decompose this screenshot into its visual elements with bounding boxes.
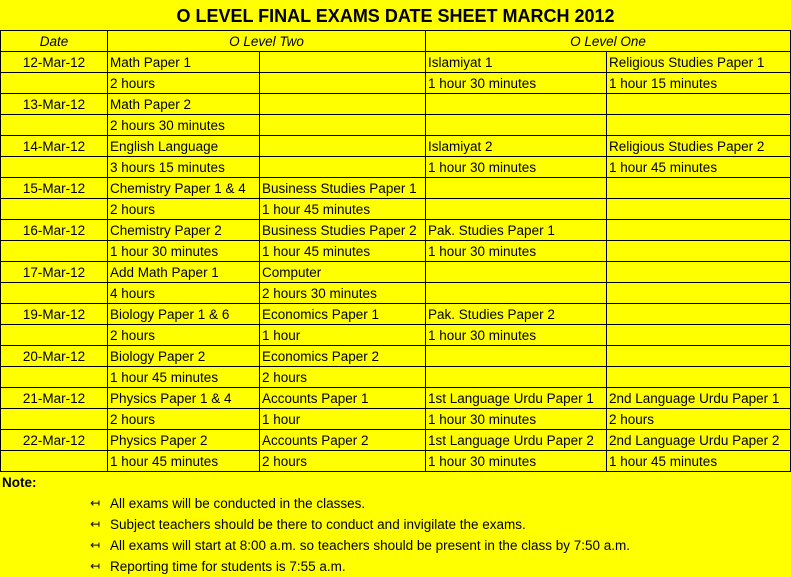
bullet-arrow-icon: ↤ (90, 496, 101, 510)
subject-cell (260, 94, 426, 115)
subject-cell (607, 346, 791, 367)
subject-cell: 1st Language Urdu Paper 2 (426, 430, 607, 451)
subject-cell (607, 94, 791, 115)
header-o-level-one: O Level One (426, 31, 791, 52)
duration-cell: 1 hour 45 minutes (108, 367, 260, 388)
table-row (1, 367, 791, 388)
subject-cell (260, 136, 426, 157)
table-row (1, 178, 791, 199)
duration-cell (426, 115, 607, 136)
duration-cell (607, 367, 791, 388)
duration-cell (426, 199, 607, 220)
exam-date: 15-Mar-12 (1, 178, 108, 199)
date-spacer (1, 73, 108, 94)
date-spacer (1, 409, 108, 430)
exam-schedule-table (0, 30, 791, 472)
subject-cell (426, 94, 607, 115)
note-item (0, 493, 791, 514)
exam-date: 20-Mar-12 (1, 346, 108, 367)
subject-cell: Add Math Paper 1 (108, 262, 260, 283)
subject-cell: Business Studies Paper 1 (260, 178, 426, 199)
duration-cell: 1 hour 45 minutes (260, 199, 426, 220)
schedule-body (1, 52, 791, 472)
duration-cell (426, 367, 607, 388)
duration-cell (607, 241, 791, 262)
date-spacer (1, 283, 108, 304)
table-row (1, 304, 791, 325)
duration-cell: 1 hour 30 minutes (426, 451, 607, 472)
subject-cell: Religious Studies Paper 1 (607, 52, 791, 73)
duration-cell: 1 hour 30 minutes (426, 157, 607, 178)
duration-cell: 2 hours 30 minutes (260, 283, 426, 304)
duration-cell (260, 157, 426, 178)
duration-cell (607, 115, 791, 136)
date-spacer (1, 325, 108, 346)
date-spacer (1, 115, 108, 136)
duration-cell: 1 hour 30 minutes (426, 241, 607, 262)
duration-cell: 2 hours (108, 325, 260, 346)
duration-cell: 1 hour 45 minutes (607, 451, 791, 472)
duration-cell: 3 hours 15 minutes (108, 157, 260, 178)
sheet-title: O LEVEL FINAL EXAMS DATE SHEET MARCH 2012 (176, 6, 615, 26)
subject-cell: Chemistry Paper 2 (108, 220, 260, 241)
exam-date: 14-Mar-12 (1, 136, 108, 157)
table-row (1, 94, 791, 115)
subject-cell (426, 346, 607, 367)
duration-cell (260, 73, 426, 94)
exam-date: 17-Mar-12 (1, 262, 108, 283)
duration-cell: 2 hours 30 minutes (108, 115, 260, 136)
subject-cell: Economics Paper 2 (260, 346, 426, 367)
duration-cell: 1 hour 30 minutes (426, 325, 607, 346)
duration-cell (260, 115, 426, 136)
subject-cell: Physics Paper 2 (108, 430, 260, 451)
subject-cell: 1st Language Urdu Paper 1 (426, 388, 607, 409)
subject-cell (607, 178, 791, 199)
subject-cell: Math Paper 2 (108, 94, 260, 115)
subject-cell: Pak. Studies Paper 1 (426, 220, 607, 241)
duration-cell: 2 hours (260, 451, 426, 472)
duration-cell: 1 hour 45 minutes (260, 241, 426, 262)
duration-cell: 1 hour 45 minutes (108, 451, 260, 472)
subject-cell (607, 262, 791, 283)
table-row (1, 325, 791, 346)
subject-cell: Accounts Paper 2 (260, 430, 426, 451)
duration-cell (426, 283, 607, 304)
subject-cell: Biology Paper 1 & 6 (108, 304, 260, 325)
date-spacer (1, 157, 108, 178)
note-text: Subject teachers should be there to conduct and invigilate the exams. (110, 517, 526, 532)
subject-cell: Physics Paper 1 & 4 (108, 388, 260, 409)
bullet-arrow-icon: ↤ (90, 559, 101, 573)
date-spacer (1, 367, 108, 388)
subject-cell: Religious Studies Paper 2 (607, 136, 791, 157)
subject-cell: Pak. Studies Paper 2 (426, 304, 607, 325)
table-row (1, 52, 791, 73)
subject-cell: 2nd Language Urdu Paper 2 (607, 430, 791, 451)
table-row (1, 136, 791, 157)
note-text: All exams will start at 8:00 a.m. so teachers should be present in the class by 7:50 a.m. (110, 538, 631, 553)
exam-date: 13-Mar-12 (1, 94, 108, 115)
notes-label: Note: (2, 475, 37, 490)
duration-cell: 1 hour 30 minutes (426, 409, 607, 430)
date-spacer (1, 199, 108, 220)
table-row (1, 388, 791, 409)
table-row (1, 157, 791, 178)
duration-cell (607, 325, 791, 346)
duration-cell: 2 hours (108, 73, 260, 94)
subject-cell: Biology Paper 2 (108, 346, 260, 367)
exam-date: 19-Mar-12 (1, 304, 108, 325)
note-text: All exams will be conducted in the classes. (110, 496, 366, 511)
subject-cell (607, 220, 791, 241)
duration-cell: 2 hours (260, 367, 426, 388)
duration-cell: 1 hour 15 minutes (607, 73, 791, 94)
date-spacer (1, 241, 108, 262)
subject-cell: Accounts Paper 1 (260, 388, 426, 409)
subject-cell: Economics Paper 1 (260, 304, 426, 325)
table-row (1, 262, 791, 283)
subject-cell (426, 262, 607, 283)
table-row (1, 409, 791, 430)
table-row (1, 115, 791, 136)
subject-cell (607, 304, 791, 325)
table-row (1, 73, 791, 94)
note-item (0, 556, 791, 577)
subject-cell: Business Studies Paper 2 (260, 220, 426, 241)
subject-cell: English Language (108, 136, 260, 157)
notes-section (0, 472, 791, 577)
duration-cell: 4 hours (108, 283, 260, 304)
exam-date: 12-Mar-12 (1, 52, 108, 73)
subject-cell: Chemistry Paper 1 & 4 (108, 178, 260, 199)
table-header-row (1, 31, 791, 52)
duration-cell: 1 hour (260, 409, 426, 430)
subject-cell (426, 178, 607, 199)
duration-cell (607, 283, 791, 304)
duration-cell: 1 hour 30 minutes (426, 73, 607, 94)
duration-cell: 1 hour 45 minutes (607, 157, 791, 178)
note-item (0, 514, 791, 535)
header-date: Date (1, 31, 108, 52)
note-text: Reporting time for students is 7:55 a.m. (110, 559, 346, 574)
bullet-arrow-icon: ↤ (90, 517, 101, 531)
table-row (1, 451, 791, 472)
table-row (1, 430, 791, 451)
note-item (0, 535, 791, 556)
header-o-level-two: O Level Two (108, 31, 426, 52)
duration-cell: 2 hours (108, 409, 260, 430)
duration-cell: 2 hours (108, 199, 260, 220)
subject-cell: Math Paper 1 (108, 52, 260, 73)
duration-cell (607, 199, 791, 220)
subject-cell: Islamiyat 1 (426, 52, 607, 73)
table-row (1, 199, 791, 220)
exam-date: 16-Mar-12 (1, 220, 108, 241)
exam-date: 22-Mar-12 (1, 430, 108, 451)
duration-cell: 2 hours (607, 409, 791, 430)
duration-cell: 1 hour (260, 325, 426, 346)
table-row (1, 220, 791, 241)
table-row (1, 283, 791, 304)
table-row (1, 241, 791, 262)
subject-cell: 2nd Language Urdu Paper 1 (607, 388, 791, 409)
date-spacer (1, 451, 108, 472)
table-row (1, 346, 791, 367)
exam-date: 21-Mar-12 (1, 388, 108, 409)
subject-cell: Computer (260, 262, 426, 283)
bullet-arrow-icon: ↤ (90, 538, 101, 552)
subject-cell (260, 52, 426, 73)
duration-cell: 1 hour 30 minutes (108, 241, 260, 262)
subject-cell: Islamiyat 2 (426, 136, 607, 157)
notes-list (0, 493, 791, 577)
